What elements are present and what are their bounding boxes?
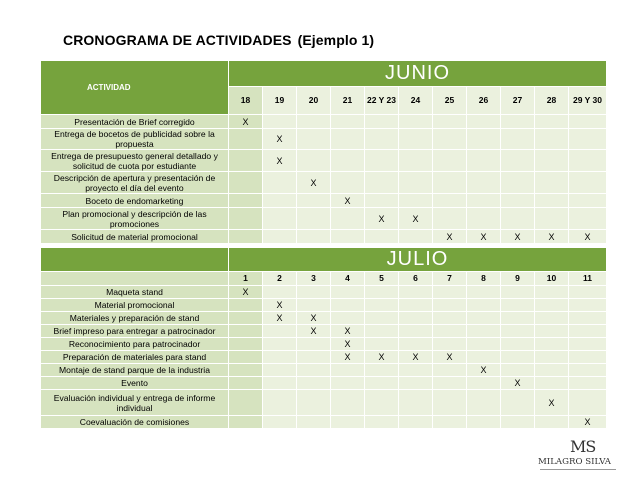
- x-mark-cell: X: [501, 377, 535, 390]
- empty-cell: [501, 390, 535, 416]
- empty-cell: [365, 416, 399, 429]
- x-mark-cell: X: [365, 351, 399, 364]
- empty-cell: [263, 230, 297, 244]
- empty-cell: [331, 129, 365, 150]
- day-header: 7: [433, 272, 467, 286]
- x-mark-cell: X: [535, 390, 569, 416]
- activity-row: [41, 416, 607, 429]
- empty-cell: [365, 150, 399, 172]
- empty-cell: [263, 208, 297, 230]
- empty-cell: [229, 377, 263, 390]
- empty-cell: [297, 230, 331, 244]
- empty-cell: [467, 299, 501, 312]
- empty-cell: [365, 172, 399, 194]
- empty-cell: [263, 338, 297, 351]
- x-mark-cell: X: [467, 230, 501, 244]
- empty-cell: [365, 312, 399, 325]
- empty-cell: [433, 286, 467, 299]
- empty-cell: [569, 115, 607, 129]
- x-mark-cell: X: [297, 312, 331, 325]
- empty-cell: [297, 351, 331, 364]
- x-mark-cell: X: [399, 351, 433, 364]
- empty-cell: [331, 230, 365, 244]
- activity-row: [41, 150, 607, 172]
- empty-cell: [433, 416, 467, 429]
- empty-cell: [331, 286, 365, 299]
- activity-name: Plan promocional y descripción de las promociones: [41, 208, 229, 230]
- activity-name: Entrega de presupuesto general detallado y solicitud de cuota por estudiante: [41, 150, 229, 172]
- empty-cell: [331, 377, 365, 390]
- empty-cell: [467, 286, 501, 299]
- empty-cell: [501, 351, 535, 364]
- x-mark-cell: X: [263, 299, 297, 312]
- empty-cell: [535, 377, 569, 390]
- empty-cell: [399, 286, 433, 299]
- empty-cell: [569, 194, 607, 208]
- schedule-table: [40, 60, 607, 429]
- x-mark-cell: X: [331, 338, 365, 351]
- empty-cell: [535, 286, 569, 299]
- empty-cell: [399, 416, 433, 429]
- empty-cell: [297, 129, 331, 150]
- x-mark-cell: X: [501, 230, 535, 244]
- month-header-row: [41, 248, 607, 272]
- activity-row: [41, 286, 607, 299]
- activity-row: [41, 230, 607, 244]
- empty-cell: [297, 338, 331, 351]
- empty-cell: [365, 230, 399, 244]
- empty-cell: [399, 230, 433, 244]
- x-mark-cell: X: [263, 150, 297, 172]
- empty-cell: [365, 364, 399, 377]
- x-mark-cell: X: [331, 351, 365, 364]
- day-header: 22 Y 23: [365, 87, 399, 115]
- x-mark-cell: X: [229, 286, 263, 299]
- activity-row: [41, 129, 607, 150]
- empty-cell: [569, 351, 607, 364]
- empty-cell: [331, 208, 365, 230]
- empty-cell: [399, 299, 433, 312]
- empty-cell: [569, 208, 607, 230]
- day-header: 21: [331, 87, 365, 115]
- empty-cell: [433, 115, 467, 129]
- activity-name: Maqueta stand: [41, 286, 229, 299]
- empty-cell: [263, 364, 297, 377]
- empty-cell: [569, 286, 607, 299]
- empty-cell: [467, 115, 501, 129]
- empty-cell: [399, 150, 433, 172]
- activity-name: Descripción de apertura y presentación de proyecto el día del evento: [41, 172, 229, 194]
- empty-cell: [331, 312, 365, 325]
- day-header: 1: [229, 272, 263, 286]
- empty-cell: [229, 299, 263, 312]
- empty-cell: [433, 377, 467, 390]
- x-mark-cell: X: [365, 208, 399, 230]
- x-mark-cell: X: [331, 194, 365, 208]
- empty-cell: [331, 150, 365, 172]
- empty-cell: [365, 286, 399, 299]
- empty-cell: [467, 416, 501, 429]
- day-header: 24: [399, 87, 433, 115]
- empty-cell: [331, 390, 365, 416]
- x-mark-cell: X: [297, 172, 331, 194]
- empty-cell: [229, 312, 263, 325]
- empty-cell: [263, 325, 297, 338]
- empty-cell: [535, 364, 569, 377]
- empty-cell: [535, 299, 569, 312]
- empty-cell: [229, 338, 263, 351]
- empty-cell: [467, 325, 501, 338]
- empty-cell: [433, 299, 467, 312]
- x-mark-cell: X: [229, 115, 263, 129]
- x-mark-cell: X: [433, 351, 467, 364]
- empty-cell: [467, 150, 501, 172]
- brand-logo: [530, 437, 626, 477]
- x-mark-cell: X: [569, 416, 607, 429]
- empty-cell: [467, 390, 501, 416]
- activity-name: Coevaluación de comisiones: [41, 416, 229, 429]
- activity-row: [41, 390, 607, 416]
- empty-cell: [501, 364, 535, 377]
- empty-cell: [535, 194, 569, 208]
- activity-row: [41, 194, 607, 208]
- empty-cell: [535, 172, 569, 194]
- empty-cell: [229, 150, 263, 172]
- empty-cell: [467, 351, 501, 364]
- empty-cell: [569, 364, 607, 377]
- empty-cell: [501, 338, 535, 351]
- day-header: 4: [331, 272, 365, 286]
- empty-cell: [399, 325, 433, 338]
- empty-cell: [433, 325, 467, 338]
- empty-cell: [229, 194, 263, 208]
- empty-cell: [229, 351, 263, 364]
- activity-row: [41, 208, 607, 230]
- empty-cell: [535, 115, 569, 129]
- activity-row: [41, 172, 607, 194]
- empty-cell: [331, 115, 365, 129]
- empty-cell: [297, 194, 331, 208]
- empty-cell: [433, 338, 467, 351]
- empty-cell: [229, 390, 263, 416]
- day-header: 10: [535, 272, 569, 286]
- month-band-left: [41, 248, 229, 272]
- activity-name: Evento: [41, 377, 229, 390]
- empty-cell: [365, 390, 399, 416]
- logo-monogram: MS: [570, 437, 596, 456]
- empty-cell: [569, 377, 607, 390]
- empty-cell: [297, 416, 331, 429]
- day-header: 19: [263, 87, 297, 115]
- empty-cell: [501, 172, 535, 194]
- activity-name: Evaluación individual y entrega de informe individual: [41, 390, 229, 416]
- empty-cell: [433, 194, 467, 208]
- x-mark-cell: X: [263, 312, 297, 325]
- empty-cell: [399, 172, 433, 194]
- empty-cell: [229, 208, 263, 230]
- empty-cell: [433, 129, 467, 150]
- empty-cell: [229, 230, 263, 244]
- empty-cell: [433, 172, 467, 194]
- day-header: 2: [263, 272, 297, 286]
- activity-row: [41, 351, 607, 364]
- empty-cell: [399, 115, 433, 129]
- empty-cell: [297, 390, 331, 416]
- x-mark-cell: X: [399, 208, 433, 230]
- title-example: (Ejemplo 1): [297, 32, 375, 48]
- empty-cell: [501, 299, 535, 312]
- month-header-row: [41, 61, 607, 87]
- empty-cell: [365, 194, 399, 208]
- empty-cell: [535, 338, 569, 351]
- logo-underline: [540, 469, 616, 470]
- empty-cell: [229, 416, 263, 429]
- empty-cell: [501, 150, 535, 172]
- day-header: 20: [297, 87, 331, 115]
- empty-cell: [433, 364, 467, 377]
- empty-cell: [433, 150, 467, 172]
- activity-name: Reconocimiento para patrocinador: [41, 338, 229, 351]
- empty-cell: [569, 338, 607, 351]
- empty-cell: [331, 172, 365, 194]
- activity-row: [41, 338, 607, 351]
- empty-cell: [263, 351, 297, 364]
- empty-cell: [569, 299, 607, 312]
- empty-cell: [297, 208, 331, 230]
- empty-cell: [331, 364, 365, 377]
- day-row-blank: [41, 272, 229, 286]
- empty-cell: [501, 312, 535, 325]
- empty-cell: [263, 115, 297, 129]
- day-header: 28: [535, 87, 569, 115]
- activity-name: Entrega de bocetos de publicidad sobre la propuesta: [41, 129, 229, 150]
- day-header: 3: [297, 272, 331, 286]
- empty-cell: [263, 390, 297, 416]
- empty-cell: [263, 172, 297, 194]
- activity-name: Boceto de endomarketing: [41, 194, 229, 208]
- empty-cell: [467, 172, 501, 194]
- empty-cell: [501, 208, 535, 230]
- month-name-1: JULIO: [229, 248, 607, 272]
- activity-name: Montaje de stand parque de la industria: [41, 364, 229, 377]
- empty-cell: [297, 299, 331, 312]
- empty-cell: [569, 129, 607, 150]
- empty-cell: [467, 129, 501, 150]
- empty-cell: [399, 312, 433, 325]
- activity-name: Brief impreso para entregar a patrocinador: [41, 325, 229, 338]
- empty-cell: [535, 208, 569, 230]
- day-header: 9: [501, 272, 535, 286]
- empty-cell: [365, 338, 399, 351]
- empty-cell: [535, 312, 569, 325]
- empty-cell: [365, 377, 399, 390]
- empty-cell: [501, 115, 535, 129]
- x-mark-cell: X: [433, 230, 467, 244]
- empty-cell: [331, 299, 365, 312]
- day-header: 29 Y 30: [569, 87, 607, 115]
- empty-cell: [263, 377, 297, 390]
- empty-cell: [263, 194, 297, 208]
- activity-row: [41, 325, 607, 338]
- empty-cell: [433, 208, 467, 230]
- empty-cell: [365, 115, 399, 129]
- day-header: 26: [467, 87, 501, 115]
- empty-cell: [569, 312, 607, 325]
- empty-cell: [535, 150, 569, 172]
- empty-cell: [467, 312, 501, 325]
- empty-cell: [263, 416, 297, 429]
- empty-cell: [229, 129, 263, 150]
- activity-name: Materiales y preparación de stand: [41, 312, 229, 325]
- x-mark-cell: X: [263, 129, 297, 150]
- activity-name: Solicitud de material promocional: [41, 230, 229, 244]
- day-header: 18: [229, 87, 263, 115]
- month-name-0: JUNIO: [229, 61, 607, 87]
- empty-cell: [229, 172, 263, 194]
- x-mark-cell: X: [569, 230, 607, 244]
- empty-cell: [467, 208, 501, 230]
- day-header: 5: [365, 272, 399, 286]
- activity-row: [41, 364, 607, 377]
- activity-name: Preparación de materiales para stand: [41, 351, 229, 364]
- activity-row: [41, 115, 607, 129]
- day-header: 6: [399, 272, 433, 286]
- empty-cell: [399, 129, 433, 150]
- empty-cell: [569, 150, 607, 172]
- empty-cell: [229, 364, 263, 377]
- empty-cell: [399, 364, 433, 377]
- empty-cell: [467, 377, 501, 390]
- activity-name: Material promocional: [41, 299, 229, 312]
- empty-cell: [365, 325, 399, 338]
- empty-cell: [399, 377, 433, 390]
- activity-row: [41, 299, 607, 312]
- empty-cell: [297, 115, 331, 129]
- empty-cell: [263, 286, 297, 299]
- empty-cell: [365, 299, 399, 312]
- empty-cell: [501, 416, 535, 429]
- x-mark-cell: X: [467, 364, 501, 377]
- empty-cell: [501, 286, 535, 299]
- x-mark-cell: X: [535, 230, 569, 244]
- empty-cell: [569, 390, 607, 416]
- empty-cell: [297, 150, 331, 172]
- empty-cell: [467, 194, 501, 208]
- empty-cell: [399, 194, 433, 208]
- empty-cell: [297, 377, 331, 390]
- empty-cell: [433, 390, 467, 416]
- day-header: 8: [467, 272, 501, 286]
- activity-column-header: ACTIVIDAD: [41, 61, 229, 115]
- empty-cell: [501, 325, 535, 338]
- day-header: 25: [433, 87, 467, 115]
- empty-cell: [569, 325, 607, 338]
- empty-cell: [467, 338, 501, 351]
- empty-cell: [399, 390, 433, 416]
- empty-cell: [433, 312, 467, 325]
- empty-cell: [331, 416, 365, 429]
- empty-cell: [501, 129, 535, 150]
- empty-cell: [365, 129, 399, 150]
- x-mark-cell: X: [331, 325, 365, 338]
- activity-name: Presentación de Brief corregido: [41, 115, 229, 129]
- empty-cell: [535, 129, 569, 150]
- empty-cell: [535, 416, 569, 429]
- empty-cell: [501, 194, 535, 208]
- day-header: 11: [569, 272, 607, 286]
- empty-cell: [399, 338, 433, 351]
- empty-cell: [569, 172, 607, 194]
- empty-cell: [297, 364, 331, 377]
- empty-cell: [535, 351, 569, 364]
- empty-cell: [535, 325, 569, 338]
- activity-row: [41, 312, 607, 325]
- logo-name: MILAGRO SILVA: [538, 457, 612, 467]
- title-main: CRONOGRAMA DE ACTIVIDADES: [63, 32, 292, 48]
- x-mark-cell: X: [297, 325, 331, 338]
- day-header: 27: [501, 87, 535, 115]
- page-title: [63, 32, 374, 48]
- empty-cell: [297, 286, 331, 299]
- day-row: [41, 272, 607, 286]
- activity-row: [41, 377, 607, 390]
- empty-cell: [229, 325, 263, 338]
